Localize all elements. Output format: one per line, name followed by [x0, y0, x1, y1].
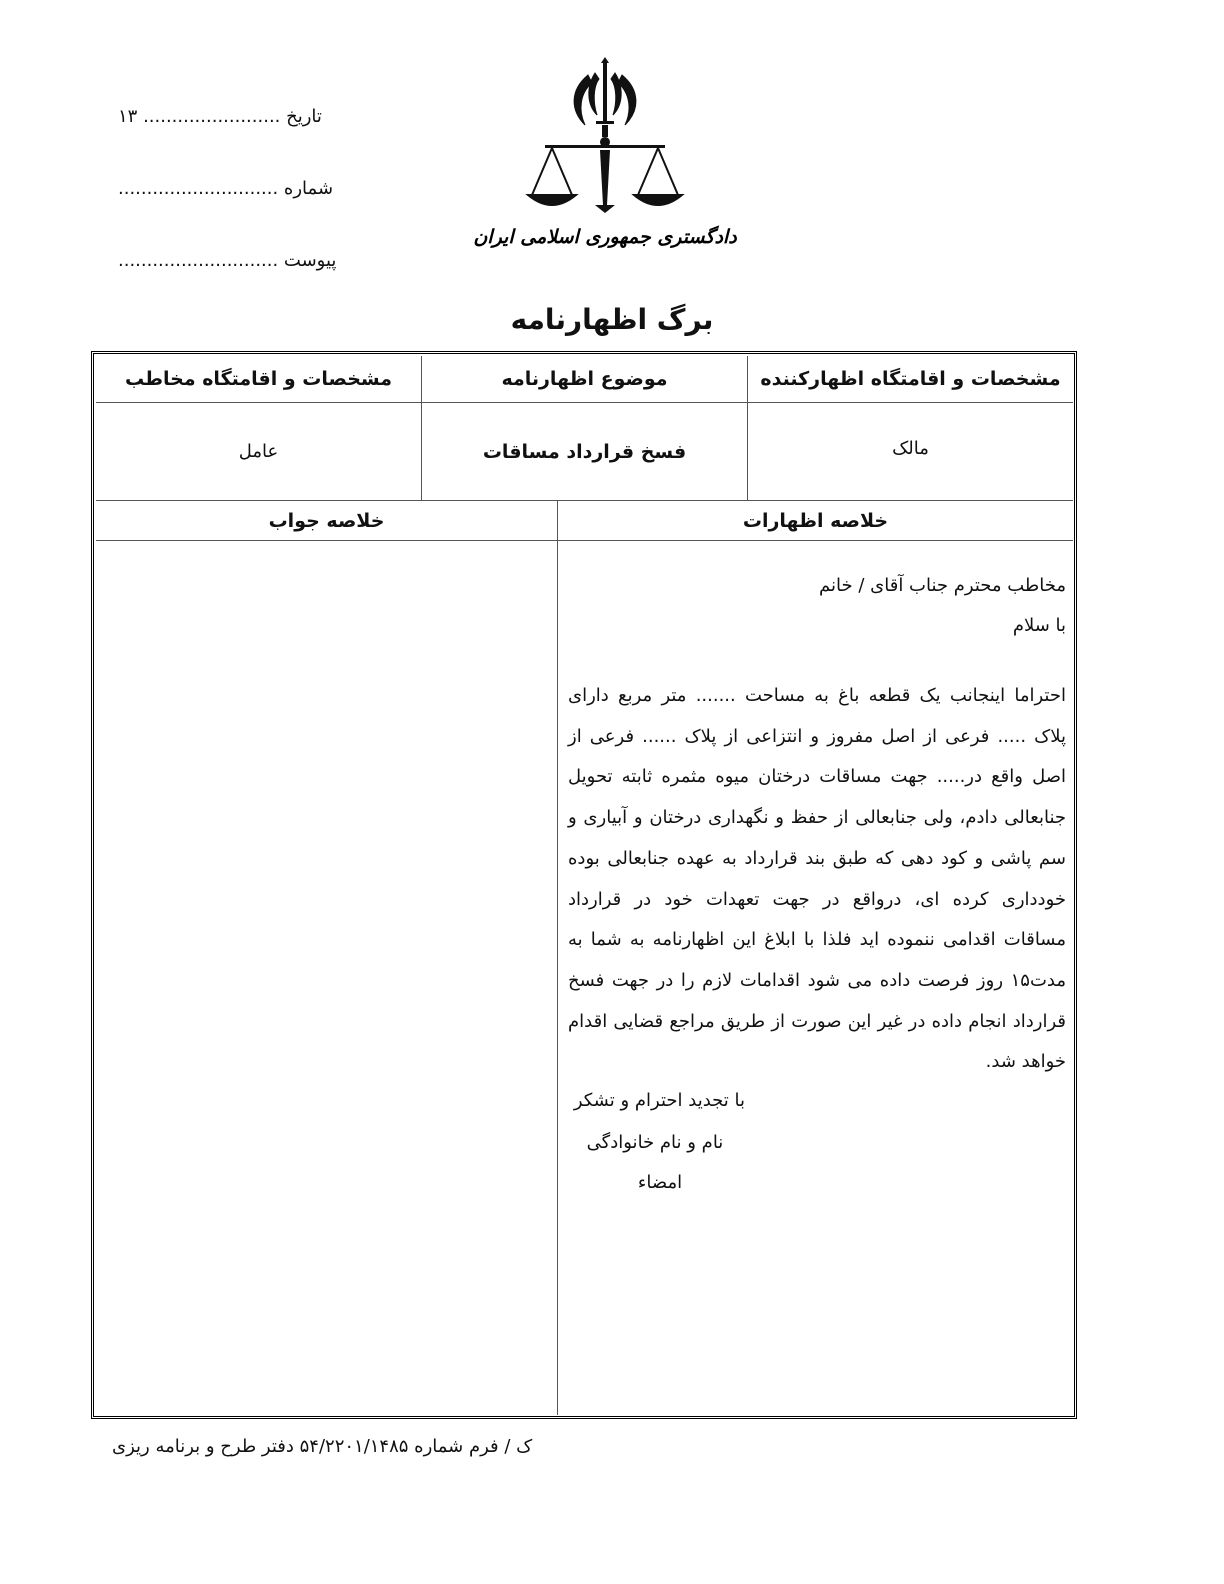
addressee-value: عامل: [238, 441, 279, 462]
emblem-icon: [473, 55, 737, 255]
header-summary-reply: خلاصه جواب: [268, 509, 385, 532]
header-summary-statements: خلاصه اظهارات: [742, 509, 889, 532]
number-field: شماره ............................: [118, 178, 334, 199]
signature-label: امضاء: [637, 1172, 683, 1193]
date-field: تاریخ ........................ ۱۳: [118, 106, 322, 127]
form-footer: ک / فرم شماره ۵۴/۲۲۰۱/۱۴۸۵ دفتر طرح و برنامه ریزی: [112, 1436, 533, 1457]
judiciary-emblem-logo: [473, 55, 737, 255]
page-title: برگ اظهارنامه: [510, 303, 714, 336]
subject-value: فسخ قرارداد مساقات: [482, 440, 687, 463]
applicant-value: مالک: [892, 437, 929, 459]
divider: [96, 540, 1073, 541]
name-label: نام و نام خانوادگی: [586, 1132, 724, 1153]
header-addressee: مشخصات و اقامتگاه مخاطب: [125, 368, 393, 390]
attachment-field: پیوست ............................: [118, 250, 337, 271]
header-subject: موضوع اظهارنامه: [501, 368, 668, 390]
salutation: [568, 566, 1066, 646]
emblem-caption: دادگستری جمهوری اسلامی ایران: [473, 226, 737, 248]
statement-paragraph: احتراما اینجانب یک قطعه باغ به مساحت ....... متر مربع دارای پلاک ..... فرعی از اصل مفروز و انتزاعی از پلاک ...... فرعی از اصل واقع در..... جهت مساقات درختان میوه مثمره ثابته تحویل جنابعالی دادم، ولی جنابعالی از حفظ و نگهداری درختان و آبیاری و سم پاشی و کود دهی که طبق بند قرارداد به عهده جنابعالی بوده خودداری کرده ای، درواقع در جهت تعهدات خود در قرارداد مساقات اقدامی ننموده اید فلذا با ابلاغ این اظهارنامه به شما به مدت۱۵ روز فرصت داده می شود اقدامات لازم را در جهت فسخ قرارداد انجام داده در غیر این صورت از طریق مراجع قضایی اقدام خواهد شد.: [568, 685, 1066, 1073]
closing-line: با تجدید احترام و تشکر: [573, 1090, 745, 1111]
salutation-line-2: با سلام: [1012, 615, 1066, 636]
header-applicant: مشخصات و اقامتگاه اظهارکننده: [760, 368, 1061, 390]
salutation-line-1: مخاطب محترم جناب آقای / خانم: [819, 575, 1066, 596]
divider: [557, 500, 558, 1415]
